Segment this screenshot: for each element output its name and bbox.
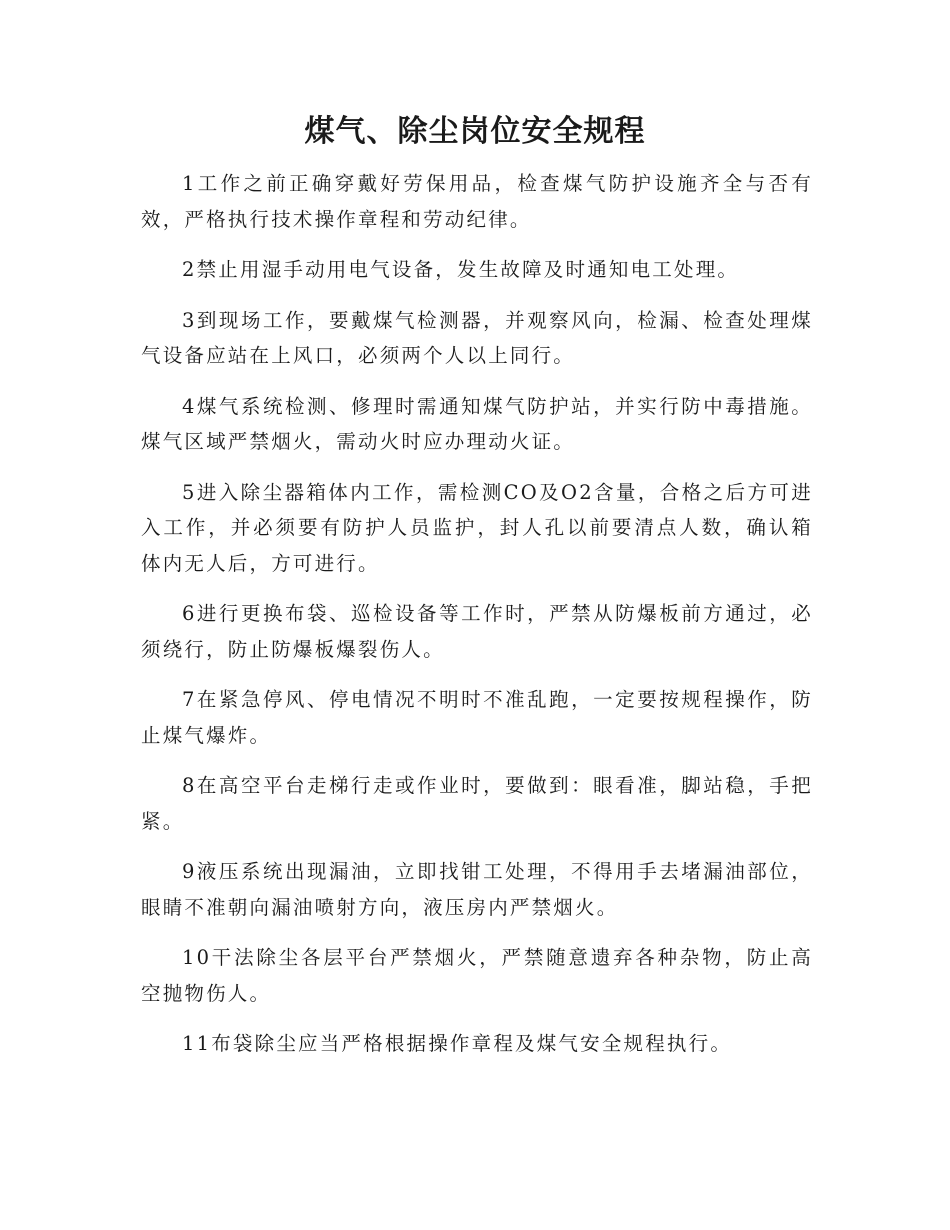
- rule-paragraph-6: 6进行更换布袋、巡检设备等工作时，严禁从防爆板前方通过，必须绕行，防止防爆板爆裂伤人。: [141, 602, 813, 661]
- rule-paragraph-3: 3到现场工作，要戴煤气检测器，并观察风向，检漏、检查处理煤气设备应站在上风口，必须两个人以上同行。: [141, 308, 813, 367]
- rule-paragraph-11: 11布袋除尘应当严格根据操作章程及煤气安全规程执行。: [182, 1032, 733, 1055]
- rule-paragraph-2: 2禁止用湿手动用电气设备，发生故障及时通知电工处理。: [182, 258, 740, 281]
- rule-paragraph-1: 1工作之前正确穿戴好劳保用品，检查煤气防护设施齐全与否有效，严格执行技术操作章程和劳动纪律。: [141, 172, 813, 231]
- document-body: [141, 166, 813, 1077]
- rule-paragraph-7: 7在紧急停风、停电情况不明时不准乱跑，一定要按规程操作，防止煤气爆炸。: [141, 688, 813, 747]
- rule-paragraph-4: 4煤气系统检测、修理时需通知煤气防护站，并实行防中毒措施。煤气区域严禁烟火，需动火时应办理动火证。: [141, 394, 813, 453]
- rule-paragraph-5: 5进入除尘器箱体内工作，需检测CO及O2含量，合格之后方可进入工作，并必须要有防护人员监护，封人孔以前要清点人数，确认箱体内无人后，方可进行。: [141, 480, 813, 575]
- rule-paragraph-10: 10干法除尘各层平台严禁烟火，严禁随意遗弃各种杂物，防止高空抛物伤人。: [141, 946, 813, 1005]
- rule-paragraph-8: 8在高空平台走梯行走或作业时，要做到：眼看准，脚站稳，手把紧。: [141, 774, 813, 833]
- document-title: 煤气、除尘岗位安全规程: [304, 114, 646, 149]
- rule-paragraph-9: 9液压系统出现漏油，立即找钳工处理，不得用手去堵漏油部位，眼睛不准朝向漏油喷射方向，液压房内严禁烟火。: [141, 860, 813, 919]
